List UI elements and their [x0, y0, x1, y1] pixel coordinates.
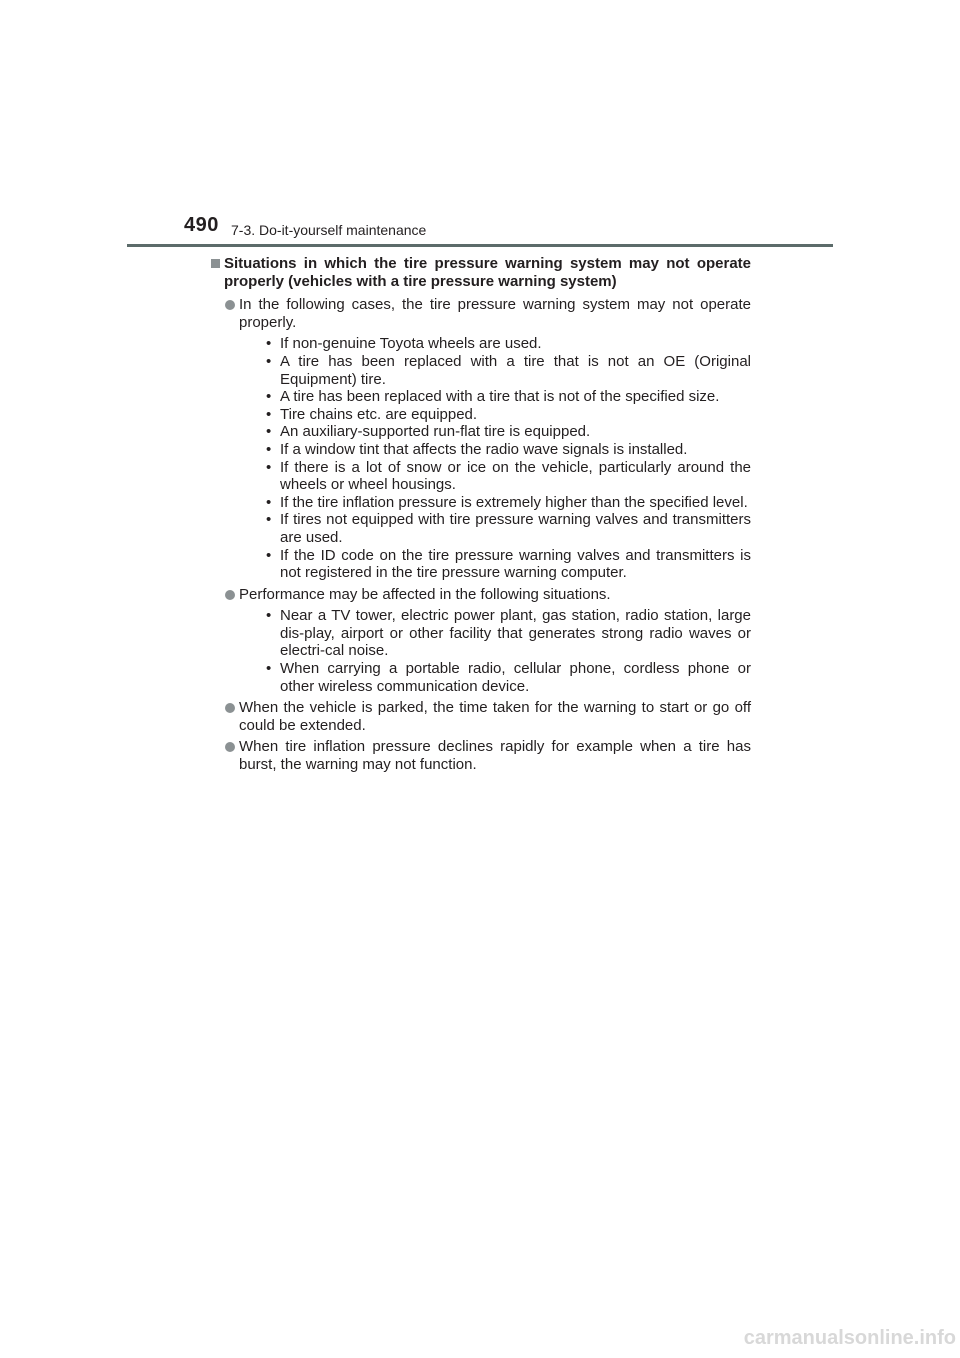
bullet-icon: •: [266, 493, 272, 511]
bullet-icon: •: [266, 458, 272, 476]
square-bullet-icon: [211, 259, 220, 268]
sub-list-item-text: When carrying a portable radio, cellular phone, cordless phone or other wireless communication device.: [280, 660, 751, 695]
sub-list-item: [239, 660, 751, 695]
sub-list-item: [239, 607, 751, 660]
bullet-icon: •: [266, 546, 272, 564]
sub-list-item-text: If the ID code on the tire pressure warning valves and transmitters is not registered in the tire pressure warning computer.: [280, 546, 751, 582]
bullet-icon: •: [266, 405, 272, 423]
sub-list-item: [239, 494, 751, 512]
sub-list-item: [239, 511, 751, 546]
sub-list-item-text: Near a TV tower, electric power plant, gas station, radio station, large dis-play, airport or other facility that generates strong radio waves or electri-cal noise.: [280, 607, 751, 660]
sub-list-item-text: If there is a lot of snow or ice on the vehicle, particularly around the wheels or wheel housings.: [280, 458, 751, 494]
circle-bullet-icon: [225, 742, 235, 752]
list-item-text: When tire inflation pressure declines rapidly for example when a tire has burst, the warning may not function.: [239, 738, 751, 774]
section-heading: [211, 255, 751, 290]
sub-list-item-text: If non-genuine Toyota wheels are used.: [280, 335, 542, 353]
list-item-text: In the following cases, the tire pressure warning system may not operate properly.: [239, 296, 751, 331]
list-item-text: Performance may be affected in the following situations.: [239, 585, 611, 603]
circle-bullet-icon: [225, 590, 235, 600]
content: [211, 255, 751, 778]
list-item: [211, 586, 751, 696]
sub-list-item: [239, 406, 751, 424]
bullet-icon: •: [266, 388, 272, 406]
header-rule: [127, 244, 833, 247]
sub-list-item: [239, 423, 751, 441]
bullet-icon: •: [266, 511, 272, 529]
sub-list: [239, 607, 751, 695]
list-item: [211, 738, 751, 773]
bullet-icon: •: [266, 440, 272, 458]
list-item: [211, 296, 751, 582]
sub-list: [239, 335, 751, 581]
bullet-icon: •: [266, 335, 272, 353]
sub-list-item-text: A tire has been replaced with a tire that is not an OE (Original Equipment) tire.: [280, 352, 751, 388]
bullet-icon: •: [266, 423, 272, 441]
sub-list-item-text: An auxiliary-supported run-flat tire is equipped.: [280, 423, 591, 441]
sub-list-item: [239, 388, 751, 406]
list-item: [211, 699, 751, 734]
sub-list-item-text: If the tire inflation pressure is extremely higher than the specified level.: [280, 493, 748, 511]
section-heading-text: Situations in which the tire pressure warning system may not operate properly (vehicles with a tire pressure warning system): [224, 255, 751, 290]
footer-watermark: carmanualsonline.info: [743, 1327, 956, 1349]
point-list: [211, 296, 751, 773]
page-number: 490: [184, 214, 219, 236]
sub-list-item-text: If a window tint that affects the radio wave signals is installed.: [280, 440, 688, 458]
sub-list-item: [239, 335, 751, 353]
sub-list-item: [239, 547, 751, 582]
sub-list-item: [239, 441, 751, 459]
sub-list-item: [239, 353, 751, 388]
sub-list-item-text: Tire chains etc. are equipped.: [280, 405, 478, 423]
circle-bullet-icon: [225, 300, 235, 310]
bullet-icon: •: [266, 352, 272, 370]
bullet-icon: •: [266, 660, 272, 678]
sub-list-item: [239, 459, 751, 494]
circle-bullet-icon: [225, 703, 235, 713]
bullet-icon: •: [266, 607, 272, 625]
section-title: 7-3. Do-it-yourself maintenance: [231, 222, 427, 238]
sub-list-item-text: A tire has been replaced with a tire that is not of the specified size.: [280, 388, 720, 406]
list-item-text: When the vehicle is parked, the time taken for the warning to start or go off could be extended.: [239, 699, 751, 734]
sub-list-item-text: If tires not equipped with tire pressure warning valves and transmitters are used.: [280, 511, 751, 546]
